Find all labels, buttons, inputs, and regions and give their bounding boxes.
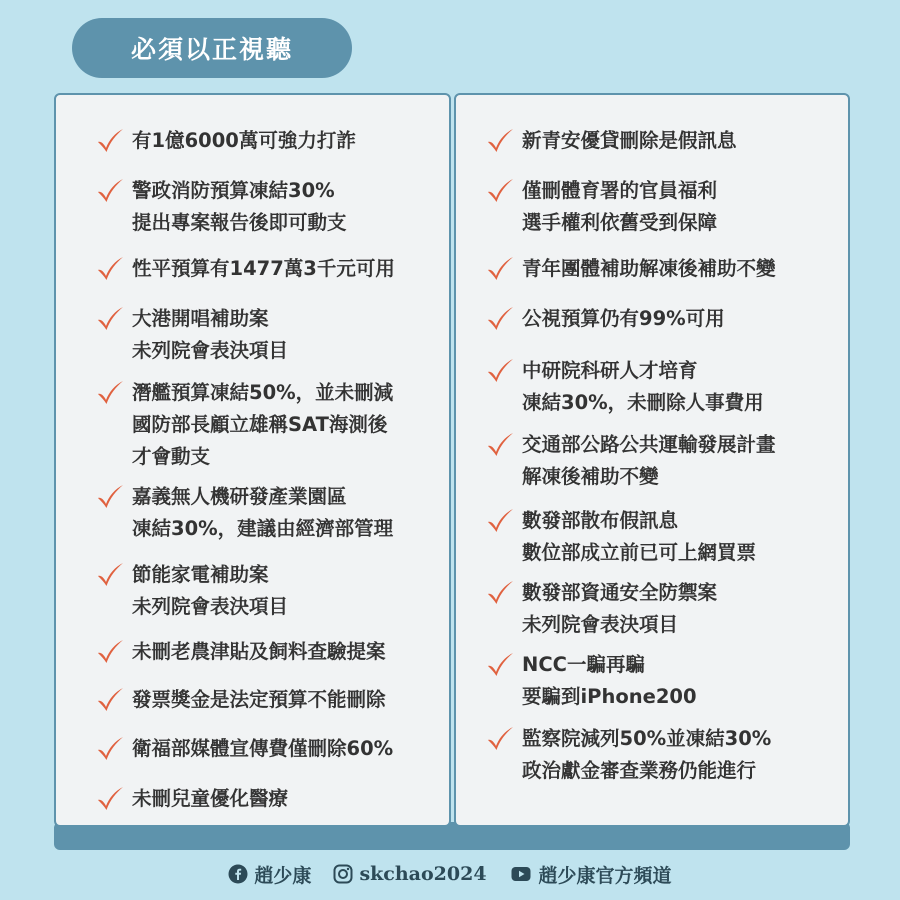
- checklist-item-text: 要騙到iPhone200: [522, 685, 697, 708]
- checkmark-icon: [96, 305, 124, 333]
- checklist-item-text: 政治獻金審查業務仍能進行: [522, 759, 757, 782]
- checklist-item: [96, 733, 393, 765]
- checkmark-icon: [486, 255, 514, 283]
- checkmark-icon: [96, 785, 124, 813]
- checklist-item-text: 嘉義無人機研發產業園區: [132, 485, 347, 508]
- checklist-item-text: 節能家電補助案: [132, 563, 269, 586]
- instagram-icon: [333, 864, 353, 884]
- social-facebook[interactable]: [228, 861, 311, 888]
- checklist-item-text: 未刪老農津貼及飼料查驗提案: [132, 640, 386, 663]
- checkmark-icon: [96, 735, 124, 763]
- checkmark-icon: [486, 651, 514, 679]
- checklist-item-text: 僅刪體育署的官員福利: [522, 179, 718, 202]
- checklist-item-text: 提出專案報告後即可動支: [132, 211, 347, 234]
- social-instagram[interactable]: [333, 863, 486, 885]
- right-column-panel: [454, 93, 850, 827]
- checklist-item: [96, 377, 393, 473]
- checklist-item: [96, 783, 288, 815]
- checklist-item: [486, 175, 717, 239]
- checklist-item: [486, 355, 764, 419]
- checkmark-icon: [486, 127, 514, 155]
- checklist-item: [96, 636, 386, 668]
- facebook-icon: [228, 864, 248, 884]
- checklist-item-text: 數發部資通安全防禦案: [522, 581, 718, 604]
- checklist-item-text: 國防部長顧立雄稱SAT海測後: [132, 413, 388, 436]
- page-title: 必須以正視聽: [72, 18, 352, 78]
- checklist-item-text: 未列院會表決項目: [522, 613, 679, 636]
- checkmark-icon: [96, 561, 124, 589]
- youtube-icon: [509, 864, 533, 884]
- checklist-item: [486, 125, 737, 157]
- checklist-item-text: 交通部公路公共運輸發展計畫: [522, 433, 776, 456]
- left-column-panel: [54, 93, 451, 827]
- social-footer: [0, 856, 900, 892]
- checklist-item-text: 凍結30%，未刪除人事費用: [522, 391, 764, 414]
- checkmark-icon: [486, 177, 514, 205]
- checkmark-icon: [96, 379, 124, 407]
- checkmark-icon: [96, 255, 124, 283]
- checkmark-icon: [96, 638, 124, 666]
- checklist-item: [96, 175, 347, 239]
- checklist-item-text: 大港開唱補助案: [132, 307, 269, 330]
- instagram-label: skchao2024: [359, 863, 487, 885]
- checklist-item-text: 有1億6000萬可強力打詐: [132, 129, 356, 152]
- checklist-item-text: 警政消防預算凍結30%: [132, 179, 335, 202]
- checklist-item-text: 青年團體補助解凍後補助不變: [522, 257, 776, 280]
- checklist-item-text: 未列院會表決項目: [132, 595, 289, 618]
- checklist-item-text: 監察院減列50%並凍結30%: [522, 727, 772, 750]
- checklist-item: [96, 125, 356, 157]
- checklist-item-text: 新青安優貸刪除是假訊息: [522, 129, 737, 152]
- checkmark-icon: [486, 431, 514, 459]
- social-youtube[interactable]: [509, 861, 672, 888]
- checklist-item-text: 凍結30%，建議由經濟部管理: [132, 517, 394, 540]
- checklist-item: [486, 303, 725, 335]
- checkmark-icon: [486, 305, 514, 333]
- checklist-item-text: 解凍後補助不變: [522, 465, 659, 488]
- checklist-item-text: 未刪兒童優化醫療: [132, 787, 289, 810]
- checklist-item: [96, 559, 288, 623]
- youtube-label: 趙少康官方頻道: [538, 864, 672, 887]
- checkmark-icon: [486, 357, 514, 385]
- checklist-item: [96, 684, 386, 716]
- checklist-item-text: 才會動支: [132, 445, 211, 468]
- checkmark-icon: [96, 483, 124, 511]
- checklist-item-text: 潛艦預算凍結50%，並未刪減: [132, 381, 394, 404]
- checklist-item: [486, 253, 776, 285]
- checklist-item-text: 發票獎金是法定預算不能刪除: [132, 688, 386, 711]
- checklist-item: [96, 253, 395, 285]
- checklist-item: [486, 429, 776, 493]
- checklist-item-text: 選手權利依舊受到保障: [522, 211, 718, 234]
- checkmark-icon: [486, 725, 514, 753]
- checklist-item: [96, 303, 288, 367]
- checklist-item-text: 中研院科研人才培育: [522, 359, 698, 382]
- checklist-item-text: NCC一騙再騙: [522, 653, 645, 676]
- checklist-item-text: 公視預算仍有99%可用: [522, 307, 725, 330]
- checkmark-icon: [96, 127, 124, 155]
- checklist-item-text: 衛福部媒體宣傳費僅刪除60%: [132, 737, 394, 760]
- checklist-item-text: 數位部成立前已可上網買票: [522, 541, 757, 564]
- checklist-item: [486, 649, 697, 713]
- checklist-item: [96, 481, 393, 545]
- checkmark-icon: [486, 579, 514, 607]
- facebook-label: 趙少康: [254, 864, 312, 887]
- checkmark-icon: [96, 686, 124, 714]
- checklist-item-text: 數發部散布假訊息: [522, 509, 679, 532]
- checklist-item-text: 未列院會表決項目: [132, 339, 289, 362]
- checklist-item: [486, 505, 756, 569]
- checklist-item: [486, 723, 771, 787]
- checkmark-icon: [96, 177, 124, 205]
- checkmark-icon: [486, 507, 514, 535]
- checklist-item: [486, 577, 717, 641]
- checklist-item-text: 性平預算有1477萬3千元可用: [132, 257, 395, 280]
